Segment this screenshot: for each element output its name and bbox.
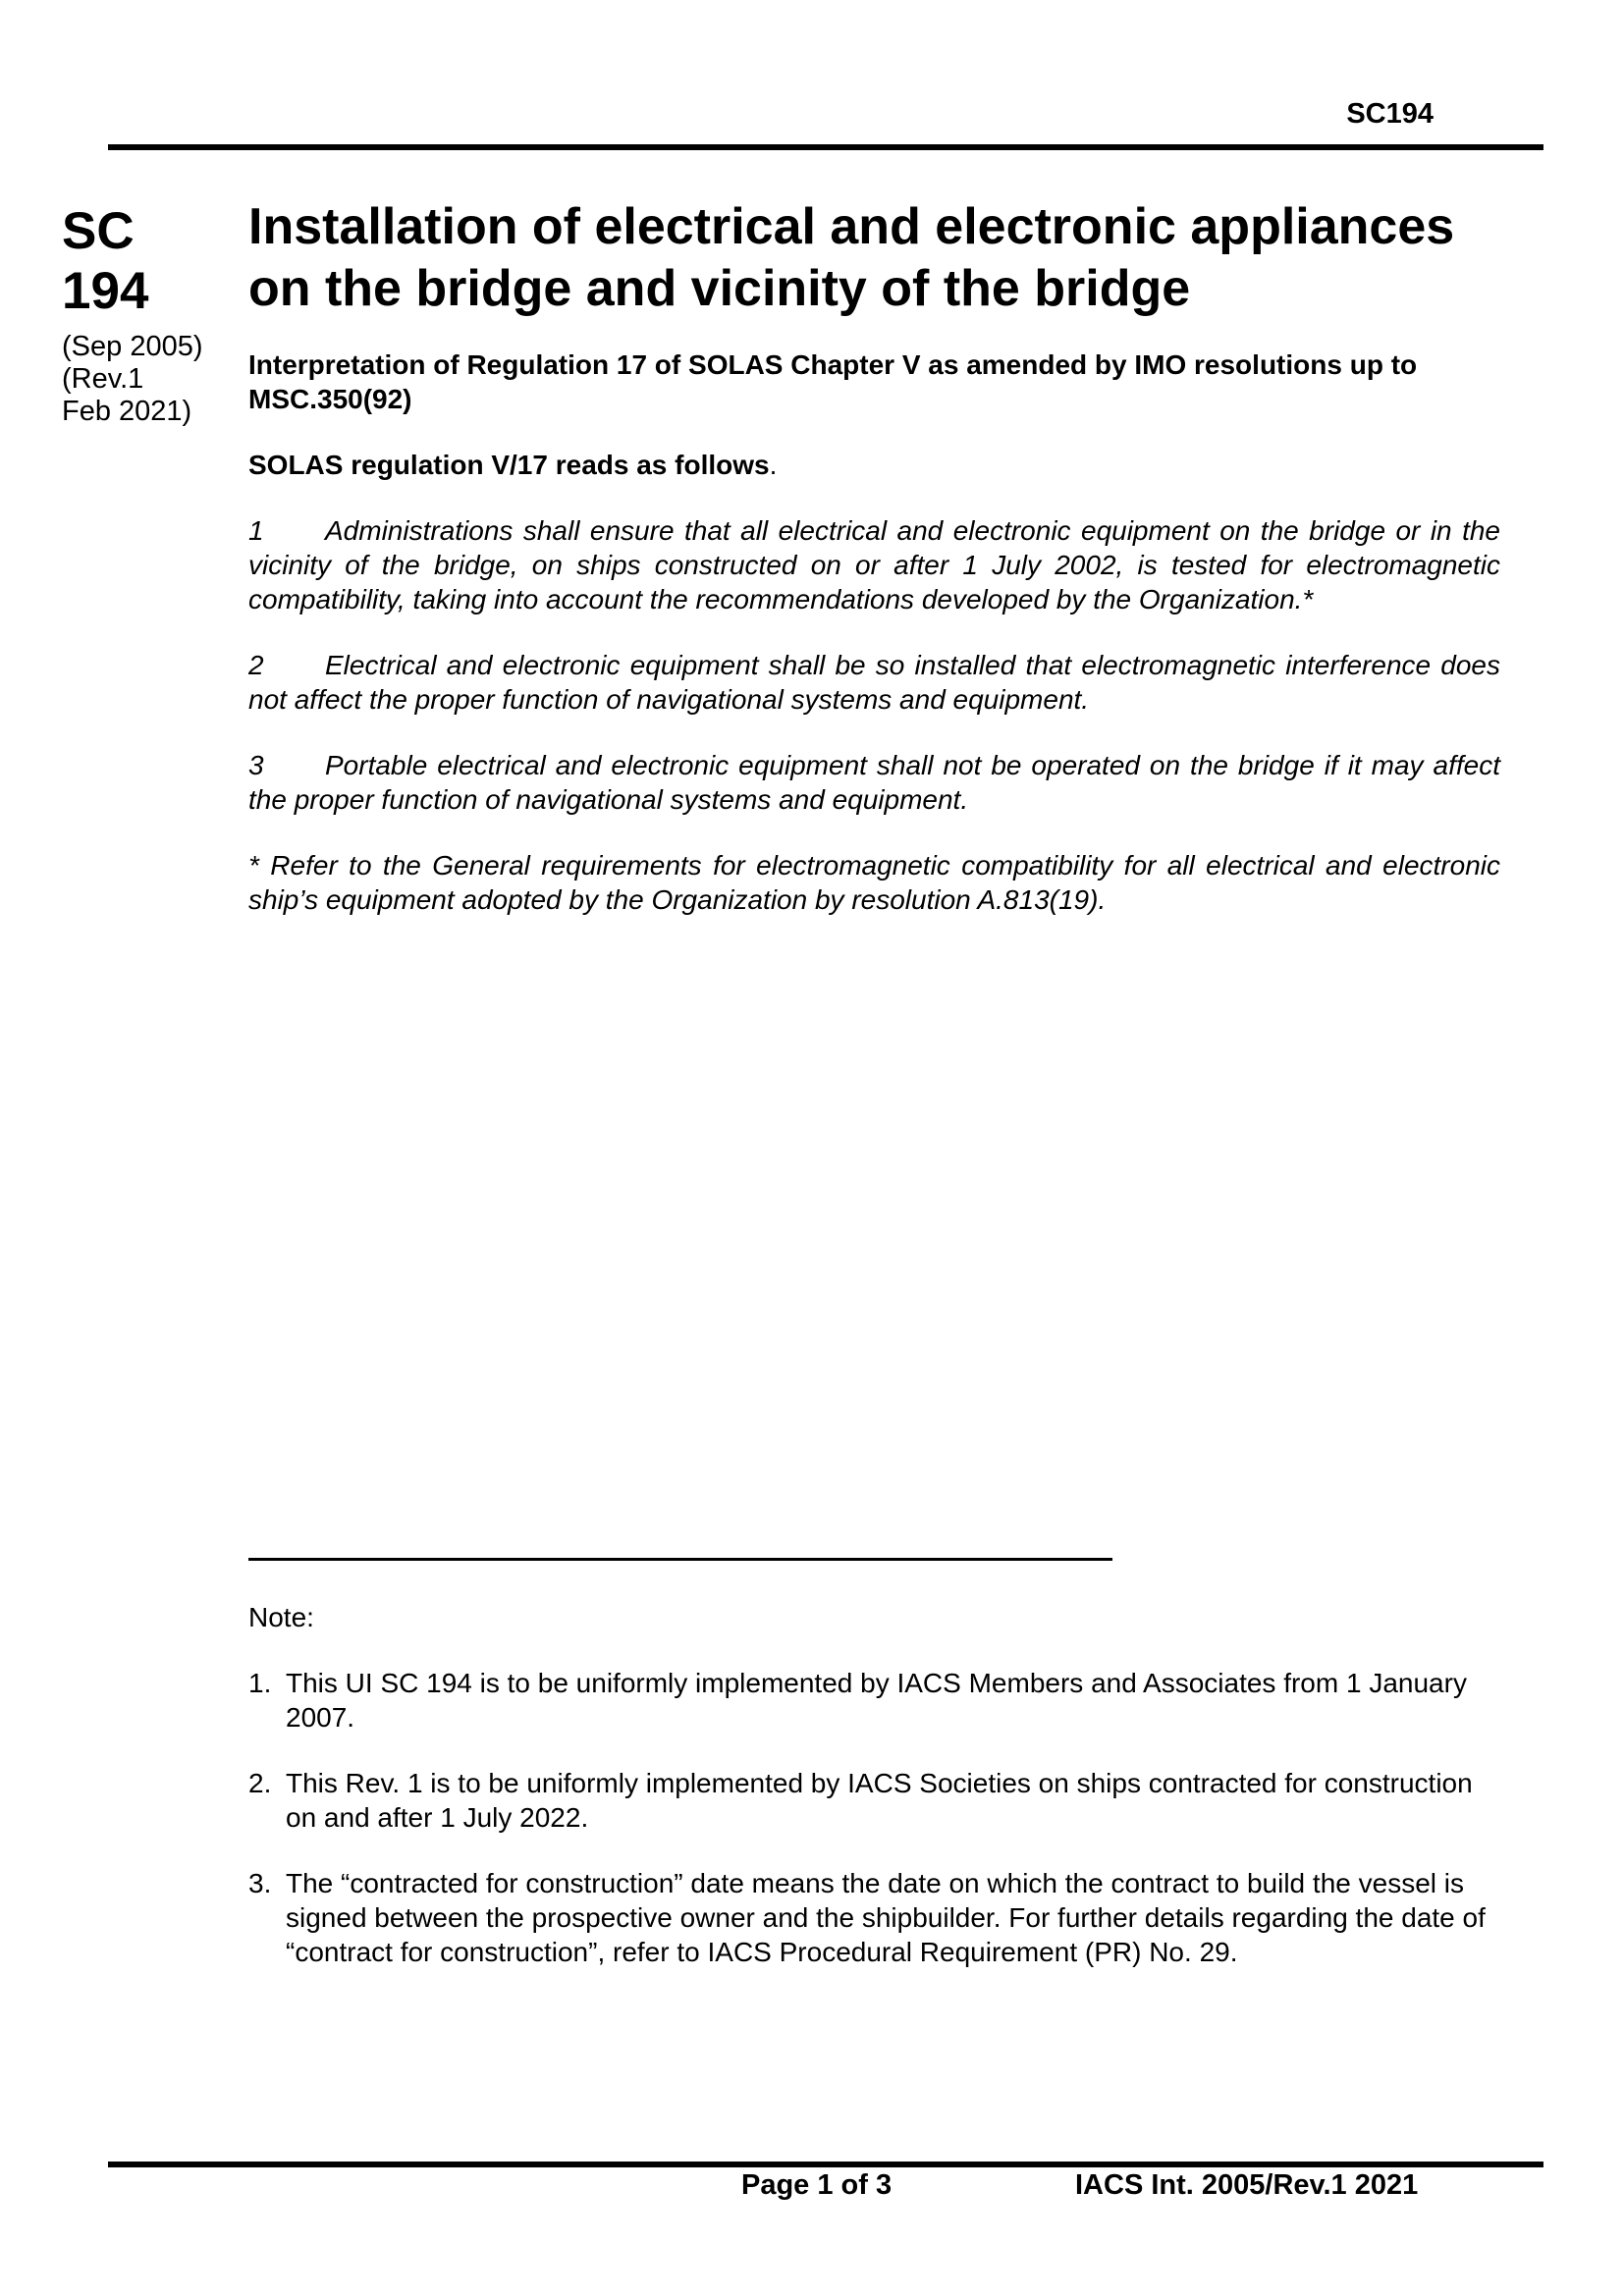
intro-line: [248, 448, 1500, 482]
notes-heading: Note:: [248, 1602, 314, 1632]
main-content: [248, 196, 1500, 917]
document-subtitle: Interpretation of Regulation 17 of SOLAS Chapter V as amended by IMO resolutions up to MSC.350(92): [248, 349, 1418, 414]
side-date-line2: (Rev.1: [62, 363, 144, 395]
side-date-line3: Feb 2021): [62, 396, 192, 427]
regulation-paragraph-1: [248, 513, 1500, 616]
paragraph-text: Portable electrical and electronic equipment shall not be operated on the bridge if it may affect the proper function of navigational systems and equipment.: [248, 750, 1500, 815]
notes-divider: [248, 1558, 1112, 1561]
side-code-line2: 194: [62, 262, 149, 320]
regulation-paragraph-3: [248, 748, 1500, 817]
footer-reference: IACS Int. 2005/Rev.1 2021: [1075, 2169, 1419, 2201]
intro-bold: SOLAS regulation V/17 reads as follows: [248, 450, 770, 480]
header-rule: [108, 144, 1543, 150]
note-text: The “contracted for construction” date means the date on which the contract to build the vessel is signed between the prospective owner and the shipbuilder. For further details regarding the date of “contract for construction”, refer to IACS Procedural Requirement (PR) No. 29.: [286, 1868, 1486, 1967]
footer-rule: [108, 2162, 1543, 2167]
paragraph-number: 3: [248, 750, 264, 780]
paragraph-number: 2: [248, 650, 264, 680]
footer-page-number: Page 1 of 3: [741, 2169, 893, 2201]
note-number: 2.: [248, 1768, 272, 1798]
note-text: This Rev. 1 is to be uniformly implemented by IACS Societies on ships contracted for construction on and after 1 July 2022.: [286, 1768, 1473, 1833]
note-item: [248, 1666, 1500, 1735]
side-code-line1: SC: [62, 202, 135, 260]
note-number: 3.: [248, 1868, 272, 1898]
note-text: This UI SC 194 is to be uniformly implemented by IACS Members and Associates from 1 January 2007.: [286, 1668, 1467, 1733]
side-date-line1: (Sep 2005): [62, 331, 203, 362]
note-item: [248, 1866, 1500, 1969]
regulation-footnote: * Refer to the General requirements for electromagnetic compatibility for all electrical and electronic ship’s equipment adopted by the Organization by resolution A.813(19).: [248, 850, 1500, 915]
paragraph-text: Administrations shall ensure that all electrical and electronic equipment on the bridge or in the vicinity of the bridge, on ships constructed on or after 1 July 2002, is tested for electromagnetic compatibility, taking into account the recommendations developed by the Organization.*: [248, 515, 1500, 614]
note-item: [248, 1766, 1500, 1835]
regulation-paragraph-2: [248, 648, 1500, 717]
note-number: 1.: [248, 1668, 272, 1698]
paragraph-text: Electrical and electronic equipment shall be so installed that electromagnetic interference does not affect the proper function of navigational systems and equipment.: [248, 650, 1500, 715]
header-code: SC194: [1346, 98, 1434, 130]
notes-section: [248, 1600, 1500, 2001]
paragraph-number: 1: [248, 515, 264, 546]
document-title: Installation of electrical and electronic appliances on the bridge and vicinity of the bridge: [248, 198, 1455, 317]
side-identifier: [62, 201, 229, 428]
intro-tail: .: [769, 450, 778, 480]
